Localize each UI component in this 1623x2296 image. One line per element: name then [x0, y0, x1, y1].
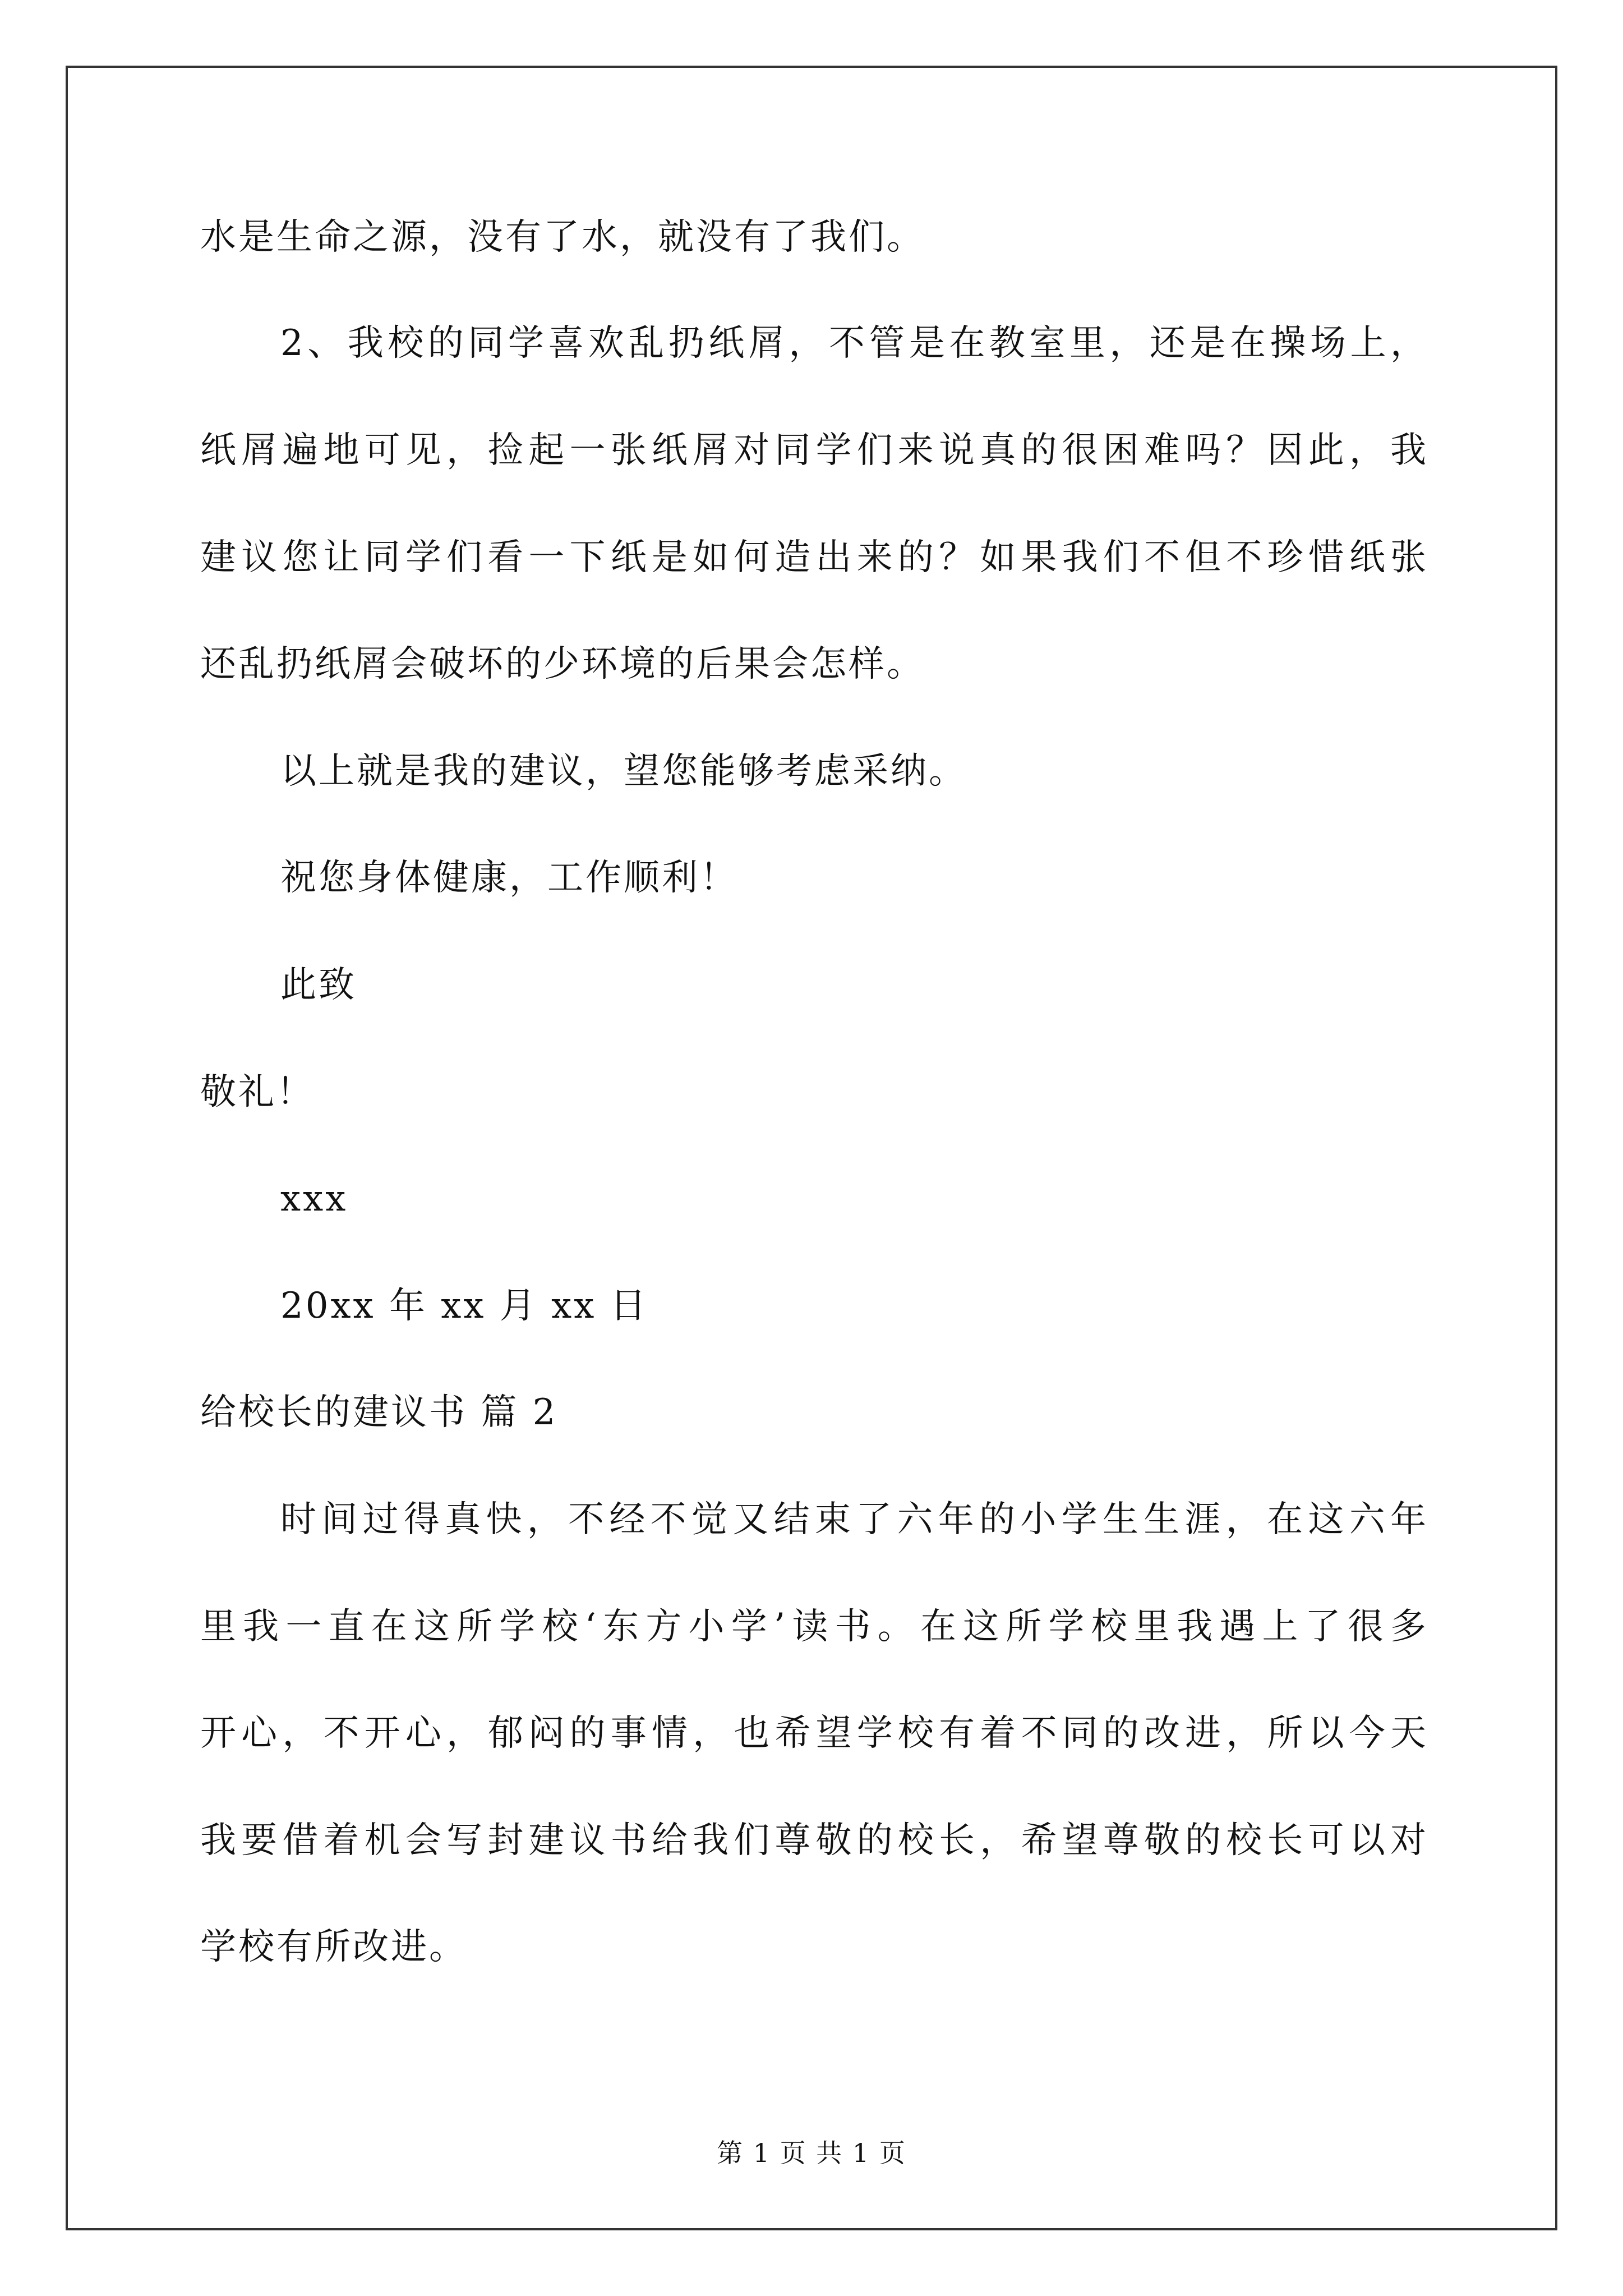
paragraph-line: 开心，不开心，郁闷的事情，也希望学校有着不同的改进，所以今天 [200, 1713, 1428, 1754]
signature-line: xxx [280, 1178, 348, 1220]
paragraph-line: 还乱扔纸屑会破坏的少环境的后果会怎样。 [200, 643, 925, 685]
greeting-line: 祝您身体健康，工作顺利！ [280, 857, 738, 899]
page-indicator: 第 1 页 共 1 页 [717, 2138, 906, 2168]
section-heading: 给校长的建议书 篇 2 [200, 1392, 558, 1433]
paragraph-line: 建议您让同学们看一下纸是如何造出来的？如果我们不但不珍惜纸张 [200, 537, 1428, 578]
paragraph-line: 水是生命之源，没有了水，就没有了我们。 [200, 217, 925, 258]
paragraph-line: 以上就是我的建议，望您能够考虑采纳。 [280, 751, 967, 792]
salutation-line: 敬礼！ [200, 1071, 315, 1113]
page-frame [66, 66, 1557, 2230]
paragraph-line: 我要借着机会写封建议书给我们尊敬的校长，希望尊敬的校长可以对 [200, 1820, 1428, 1861]
paragraph-line: 时间过得真快，不经不觉又结束了六年的小学生生涯，在这六年 [280, 1499, 1428, 1540]
paragraph-line: 里我一直在这所学校‘东方小学’读书。在这所学校里我遇上了很多 [200, 1606, 1428, 1648]
paragraph-line: 2、我校的同学喜欢乱扔纸屑，不管是在教室里，还是在操场上， [280, 323, 1428, 364]
paragraph-line: 学校有所改进。 [200, 1926, 467, 1968]
date-line: 20xx 年 xx 月 xx 日 [280, 1285, 648, 1327]
paragraph-line: 纸屑遍地可见，捡起一张纸屑对同学们来说真的很困难吗？因此，我 [200, 430, 1428, 471]
closing-line: 此致 [280, 964, 357, 1006]
